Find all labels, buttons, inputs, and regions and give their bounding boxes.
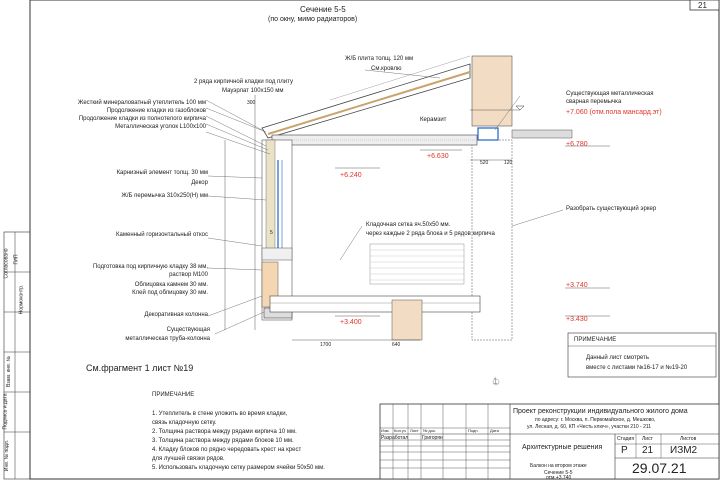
note-item: 4. Кладку блоков по рядно чередовать крест на крест (152, 447, 302, 453)
dim-640: 640 (392, 342, 401, 348)
callout-existing: Существующая (166, 327, 210, 333)
section-subtitle: (по окну, мимо радиаторов) (268, 16, 358, 23)
stage-value: Р (621, 445, 628, 456)
callout-decor: Декор (191, 180, 208, 186)
callout-gasblock: Продолжение кладки из газоблоков (106, 108, 206, 114)
dim-5: 5 (270, 230, 273, 236)
callout-brick-rows: 2 ряда кирпичной кладки под плиту (194, 79, 293, 85)
callout-existing-lintel: Существующая металлическая (566, 91, 654, 97)
callout-roof-ref: См.кровлю (371, 66, 402, 72)
callout-mesh-spacing: через каждые 2 ряда блока и 5 рядов кирпича (366, 231, 495, 237)
drawing-level: отм.+3.740 (546, 475, 572, 481)
callout-cornice: Карнизный элемент толщ. 30 мм (116, 170, 208, 176)
issue-date: 29.07.21 (632, 460, 687, 476)
section-name: Архитектурные решения (522, 444, 603, 451)
strip-normcontrol: Нормоконтр. (18, 284, 25, 315)
callout-cladding-glue: Клей под облицовку 30 мм. (132, 290, 208, 296)
level-3740: +3.740 (566, 282, 588, 289)
callout-slab: Ж/Б плита толщ. 120 мм (345, 56, 414, 62)
note-box-line2: вместе с листами №16-17 и №19-20 (586, 365, 688, 371)
sheet-number-badge: 21 (698, 1, 707, 10)
hdr-podp: Подп. (468, 428, 479, 433)
col-sheets: Листов (680, 436, 697, 442)
note-item: 3. Толщина раствора между рядами блоков 10 мм. (152, 438, 294, 444)
fragment-reference: См.фрагмент 1 лист №19 (86, 363, 194, 373)
callout-masonry-mesh: Кладочная сетка яч.50х50 мм. (366, 222, 451, 228)
level-3430: +3.430 (566, 316, 588, 323)
callout-stone-cladding: Облицовка камнем 30 мм. (134, 282, 208, 288)
drawing-name: Балкон на втором этаже (530, 463, 587, 469)
col-stage: Стадия (617, 436, 635, 442)
callout-steel-pipe: металлическая труба-колонна (125, 336, 210, 342)
project-address: по адресу: г. Москва, п. Первомайское, д. Мешково, (535, 417, 656, 423)
strip-inventory: Инв. № подл. (4, 439, 11, 472)
callout-lintel: Ж/Б перемычка 310х250(Н) мм (121, 193, 208, 199)
sheet-value: 21 (642, 445, 654, 456)
project-title: Проект реконструкции индивидуального жилого дома (513, 408, 688, 415)
project-plots: ул. Лесная, д. 60, КП «Честь ключ», участки 210 - 211 (527, 424, 652, 430)
notes-heading: ПРИМЕЧАНИЕ (152, 392, 195, 398)
callout-expanded-clay: Керамзит (420, 117, 447, 123)
role-developer: Разработал (381, 435, 409, 441)
dim-300: 300 (247, 100, 256, 106)
level-6630: +6.630 (427, 153, 449, 160)
callout-mortar: раствор М100 (169, 272, 208, 278)
strip-replaced: Взам. инв. № (5, 356, 12, 387)
callout-mauerlat: Мауэрлат 100х150 мм (222, 88, 284, 94)
section-title: Сечение 5-5 (300, 5, 346, 14)
developer-name: Григорян (422, 435, 443, 441)
note-item: 1. Утеплитель в стене уложить во время кладки, (152, 411, 288, 417)
hdr-izm: Изм. (381, 428, 390, 433)
callout-welded-lintel: сварная перемычка (566, 99, 622, 105)
callout-stone-reveal: Каменный горизонтальный откос (116, 232, 208, 238)
level-3400: +3.400 (340, 319, 362, 326)
dim-1700: 1700 (320, 342, 332, 348)
level-6240: +6.240 (340, 172, 362, 179)
sheet-marker: 1 (493, 376, 499, 386)
drawing-section: Сечение 5-5 (544, 470, 573, 476)
dim-120: 120 (504, 160, 513, 166)
note-item: 5. Использовать кладочную сетку размером ячейки 50х50 мм. (152, 465, 325, 471)
hdr-koluch: Кол.уч (394, 428, 406, 433)
level-6780: +6.780 (566, 141, 588, 148)
col-sheet: Лист (642, 436, 653, 442)
level-mansard: +7.060 (отм.пола мансард.эт) (566, 109, 662, 116)
dim-520: 520 (480, 160, 489, 166)
callout-deco-column: Декоративная колонна (144, 312, 208, 318)
callout-solid-brick: Продолжение кладки из полнотелого кирпича (78, 116, 206, 122)
hdr-data: Дата (490, 428, 499, 433)
callout-dismantle-bay: Разобрать существующий эркер (566, 206, 657, 212)
note-box-line1: Данный лист смотреть (586, 355, 650, 361)
sheets-value: ИЗМ2 (670, 445, 698, 456)
strip-gip: ГИП (13, 254, 20, 265)
hdr-list: Лист (410, 428, 419, 433)
strip-agreed: Согласовано (3, 248, 10, 279)
callout-steel-angle: Металлическая уголок L100х100 (115, 124, 206, 130)
note-item: для лучшей связки рядов. (152, 456, 225, 462)
note-item: 2. Толщина раствора между рядами кирпича 10 мм. (152, 429, 297, 435)
note-box-heading: ПРИМЕЧАНИЕ (574, 337, 617, 343)
strip-signature: Подпись и дата (2, 393, 9, 430)
hdr-ndok: № док. (423, 428, 436, 433)
callout-insulation: Жесткий минераловатный утеплитель 100 мм (77, 100, 206, 106)
callout-base-prep: Подготовка под кирпичную кладку 38 мм, (92, 264, 208, 270)
note-item: связь кладочную сетку. (152, 420, 217, 426)
